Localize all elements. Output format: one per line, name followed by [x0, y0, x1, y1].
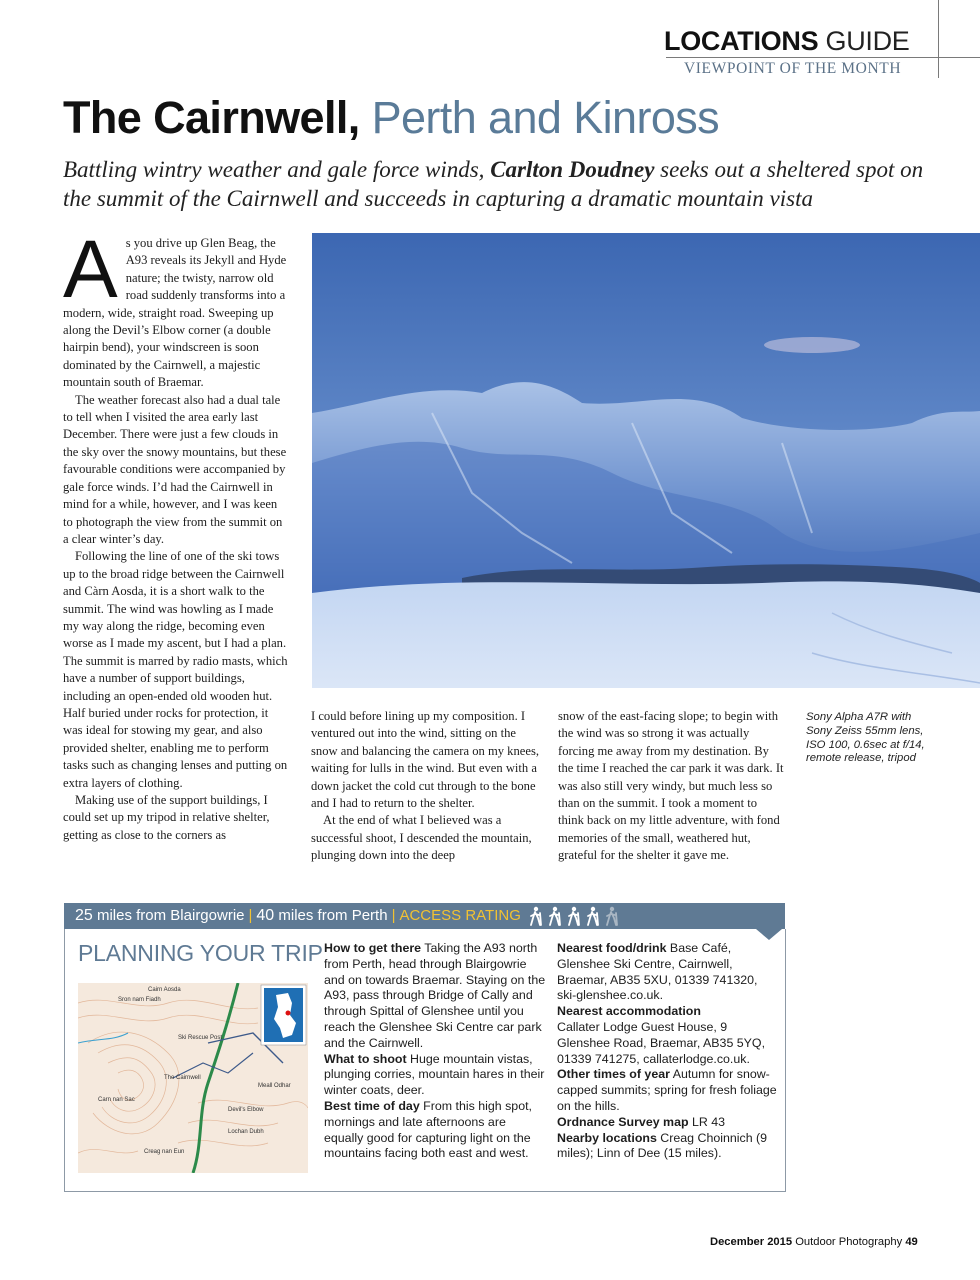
hiker-icon-filled	[584, 906, 602, 926]
page-footer	[710, 1236, 918, 1248]
info-how-to-get-there	[324, 941, 546, 1052]
header-horizontal-rule	[666, 57, 980, 58]
standfirst-author: Carlton Doudney	[490, 157, 655, 182]
standfirst-after: seeks out a sheltered spot on the summit of the Cairnwell and succeeds in capturing a dramatic mountain vista	[63, 157, 924, 211]
map-label: Creag nan Eun	[144, 1149, 185, 1155]
info-label: Nearby locations	[557, 1130, 657, 1145]
access-rating-hikers	[527, 903, 622, 929]
body-paragraph: Following the line of one of the ski tows up to the broad ridge between the Cairnwell and Càrn Aosda, it is a short walk to the summit. The wind was howling as I made my way along the ridge, becoming even worse as I made my ascent, but I had a plan. The summit is marred by radio masts, which have a number of support buildings, including an open-ended old wooden hut. Half buried under rocks for protection, it was ideal for stowing my gear, and also provided shelter, enabling me to perform tasks such as changing lenses and putting on extra layers of clothing.	[63, 549, 288, 790]
subsection-header: VIEWPOINT OF THE MONTH	[684, 60, 902, 77]
map-label: Meall Odhar	[258, 1083, 291, 1089]
body-column-3	[558, 708, 786, 865]
distance-2-miles: 40	[256, 907, 275, 924]
section-header	[664, 26, 910, 57]
section-header-bold: LOCATIONS	[664, 26, 819, 56]
map-label: The Cairnwell	[164, 1075, 201, 1081]
info-label: Best time of day	[324, 1098, 420, 1113]
body-paragraph: snow of the east-facing slope; to begin with the wind was so strong it was actually forcing me away from my destination. By the time I reached the car park it was dark. It was also still very windy, but much less so than on the summit. I took a moment to think back on my little adventure, with fond memories of the small, weathered hut, grateful for the shelter it gave me.	[558, 709, 784, 863]
hiker-icon-filled	[527, 906, 545, 926]
info-label: How to get there	[324, 941, 422, 955]
info-text: Base Café, Glenshee Ski Centre, Cairnwell, Braemar, AB35 5XU, 01339 741320, ski-glenshee.co.uk.	[557, 941, 758, 1003]
info-other-times	[557, 1067, 779, 1114]
planning-column-1	[324, 941, 546, 1162]
hiker-icon-filled	[565, 906, 583, 926]
info-text: LR 43	[688, 1114, 726, 1129]
section-header-light: GUIDE	[825, 26, 910, 56]
info-text: Autumn for snow-capped summits; spring for fresh foliage on the hills.	[557, 1067, 777, 1113]
map-label: Carn nan Sac	[98, 1097, 135, 1103]
distance-2-place: miles from Perth	[274, 907, 388, 924]
photo-caption: Sony Alpha A7R with Sony Zeiss 55mm lens, ISO 100, 0.6sec at f/14, remote release, tripod	[806, 711, 925, 765]
body-paragraph: I could before lining up my composition. I ventured out into the wind, sitting on the snow and balancing the camera on my knees, waiting for lulls in the wind. But even with a down jacket the cold cut through to the bone and I had to return to the shelter.	[311, 709, 540, 811]
separator: |	[248, 907, 253, 924]
body-paragraph: The weather forecast also had a dual tale to tell when I visited the area early last December. There were just a few clouds in the sky over the snowy mountains, but these favourable conditions were accompanied by gale force winds. I’d had the Cairnwell in mind for a while, however, and I was keen to photograph the view from the summit on a clear winter’s day.	[63, 392, 287, 546]
map-label: Lochan Dubh	[228, 1129, 264, 1135]
body-paragraph: At the end of what I believed was a successful shoot, I descended the mountain, plunging down into the deep	[311, 813, 532, 863]
info-text: Huge mountain vistas, plunging corries, mountain hares in their winter coats, deer.	[324, 1051, 545, 1098]
title-location: Perth and Kinross	[371, 92, 720, 143]
map-label: Ski Rescue Post	[178, 1035, 223, 1041]
hiker-icon-filled	[546, 906, 564, 926]
standfirst-before: Battling wintry weather and gale force winds,	[63, 157, 491, 182]
drop-cap: A	[63, 224, 118, 315]
hiker-icon-empty	[603, 906, 621, 926]
location-map	[78, 983, 308, 1173]
info-text: Taking the A93 north from Perth, head through Blairgowrie and on towards Braemar. Staying on the A93, pass through Bridge of Cally and through Spittal of Glenshee until you reach the Glenshee Ski Centre car park and the Cairnwell.	[324, 941, 546, 1050]
info-bar	[64, 903, 785, 929]
map-label: Cairn Aosda	[148, 987, 181, 993]
info-label: Nearest accommodation	[557, 1004, 701, 1019]
map-label: Devil's Elbow	[228, 1107, 264, 1113]
planning-column-2	[557, 941, 779, 1162]
planning-title: PLANNING YOUR TRIP	[78, 940, 323, 966]
body-column-1	[63, 224, 289, 844]
page-number: 49	[905, 1236, 918, 1248]
info-label: Nearest food/drink	[557, 941, 667, 955]
footer-magazine: Outdoor Photography	[792, 1236, 906, 1248]
footer-date: December 2015	[710, 1236, 793, 1248]
info-os-map	[557, 1115, 779, 1131]
distance-1-miles: 25	[75, 907, 93, 924]
info-what-to-shoot	[324, 1052, 546, 1099]
title-name: The Cairnwell,	[63, 92, 360, 143]
info-accommodation	[557, 1004, 779, 1067]
info-text: From this high spot, mornings and late afternoons are equally good for capturing light on the mountains facing both east and west.	[324, 1098, 532, 1161]
info-label: What to shoot	[324, 1051, 407, 1066]
distance-1-place: miles from Blairgowrie	[92, 907, 245, 924]
page-title	[63, 92, 719, 144]
hero-photo	[312, 233, 980, 688]
info-text: Creag Choinnich (9 miles); Linn of Dee (15 miles).	[557, 1130, 768, 1161]
standfirst	[63, 155, 943, 213]
map-label: Sron nam Fiadh	[118, 997, 161, 1003]
info-best-time	[324, 1099, 546, 1162]
body-column-2	[311, 708, 539, 865]
paragraph-text: s you drive up Glen Beag, the A93 reveals its Jekyll and Hyde nature; the twisty, narrow old road suddenly transforms into a modern, wide, straight road. Sweeping up along the Devil’s Elbow corner (a double hairpin bend), your windscreen is soon dominated by the Cairnwell, a majestic mountain south of Braemar.	[63, 236, 287, 390]
header-vertical-rule	[938, 0, 939, 78]
access-rating-label: ACCESS RATING	[399, 907, 521, 924]
separator: |	[391, 907, 396, 924]
info-nearby-locations	[557, 1131, 779, 1163]
info-text: Callater Lodge Guest House, 9 Glenshee Road, Braemar, AB35 5YQ, 01339 741275, callaterlodge.co.uk.	[557, 1019, 766, 1066]
info-label: Other times of year	[557, 1067, 670, 1082]
body-paragraph	[63, 224, 289, 392]
info-food-drink	[557, 941, 779, 1004]
info-label: Ordnance Survey map	[557, 1114, 689, 1129]
body-paragraph: Making use of the support buildings, I could set up my tripod in relative shelter, getting as close to the corners as	[63, 793, 270, 842]
